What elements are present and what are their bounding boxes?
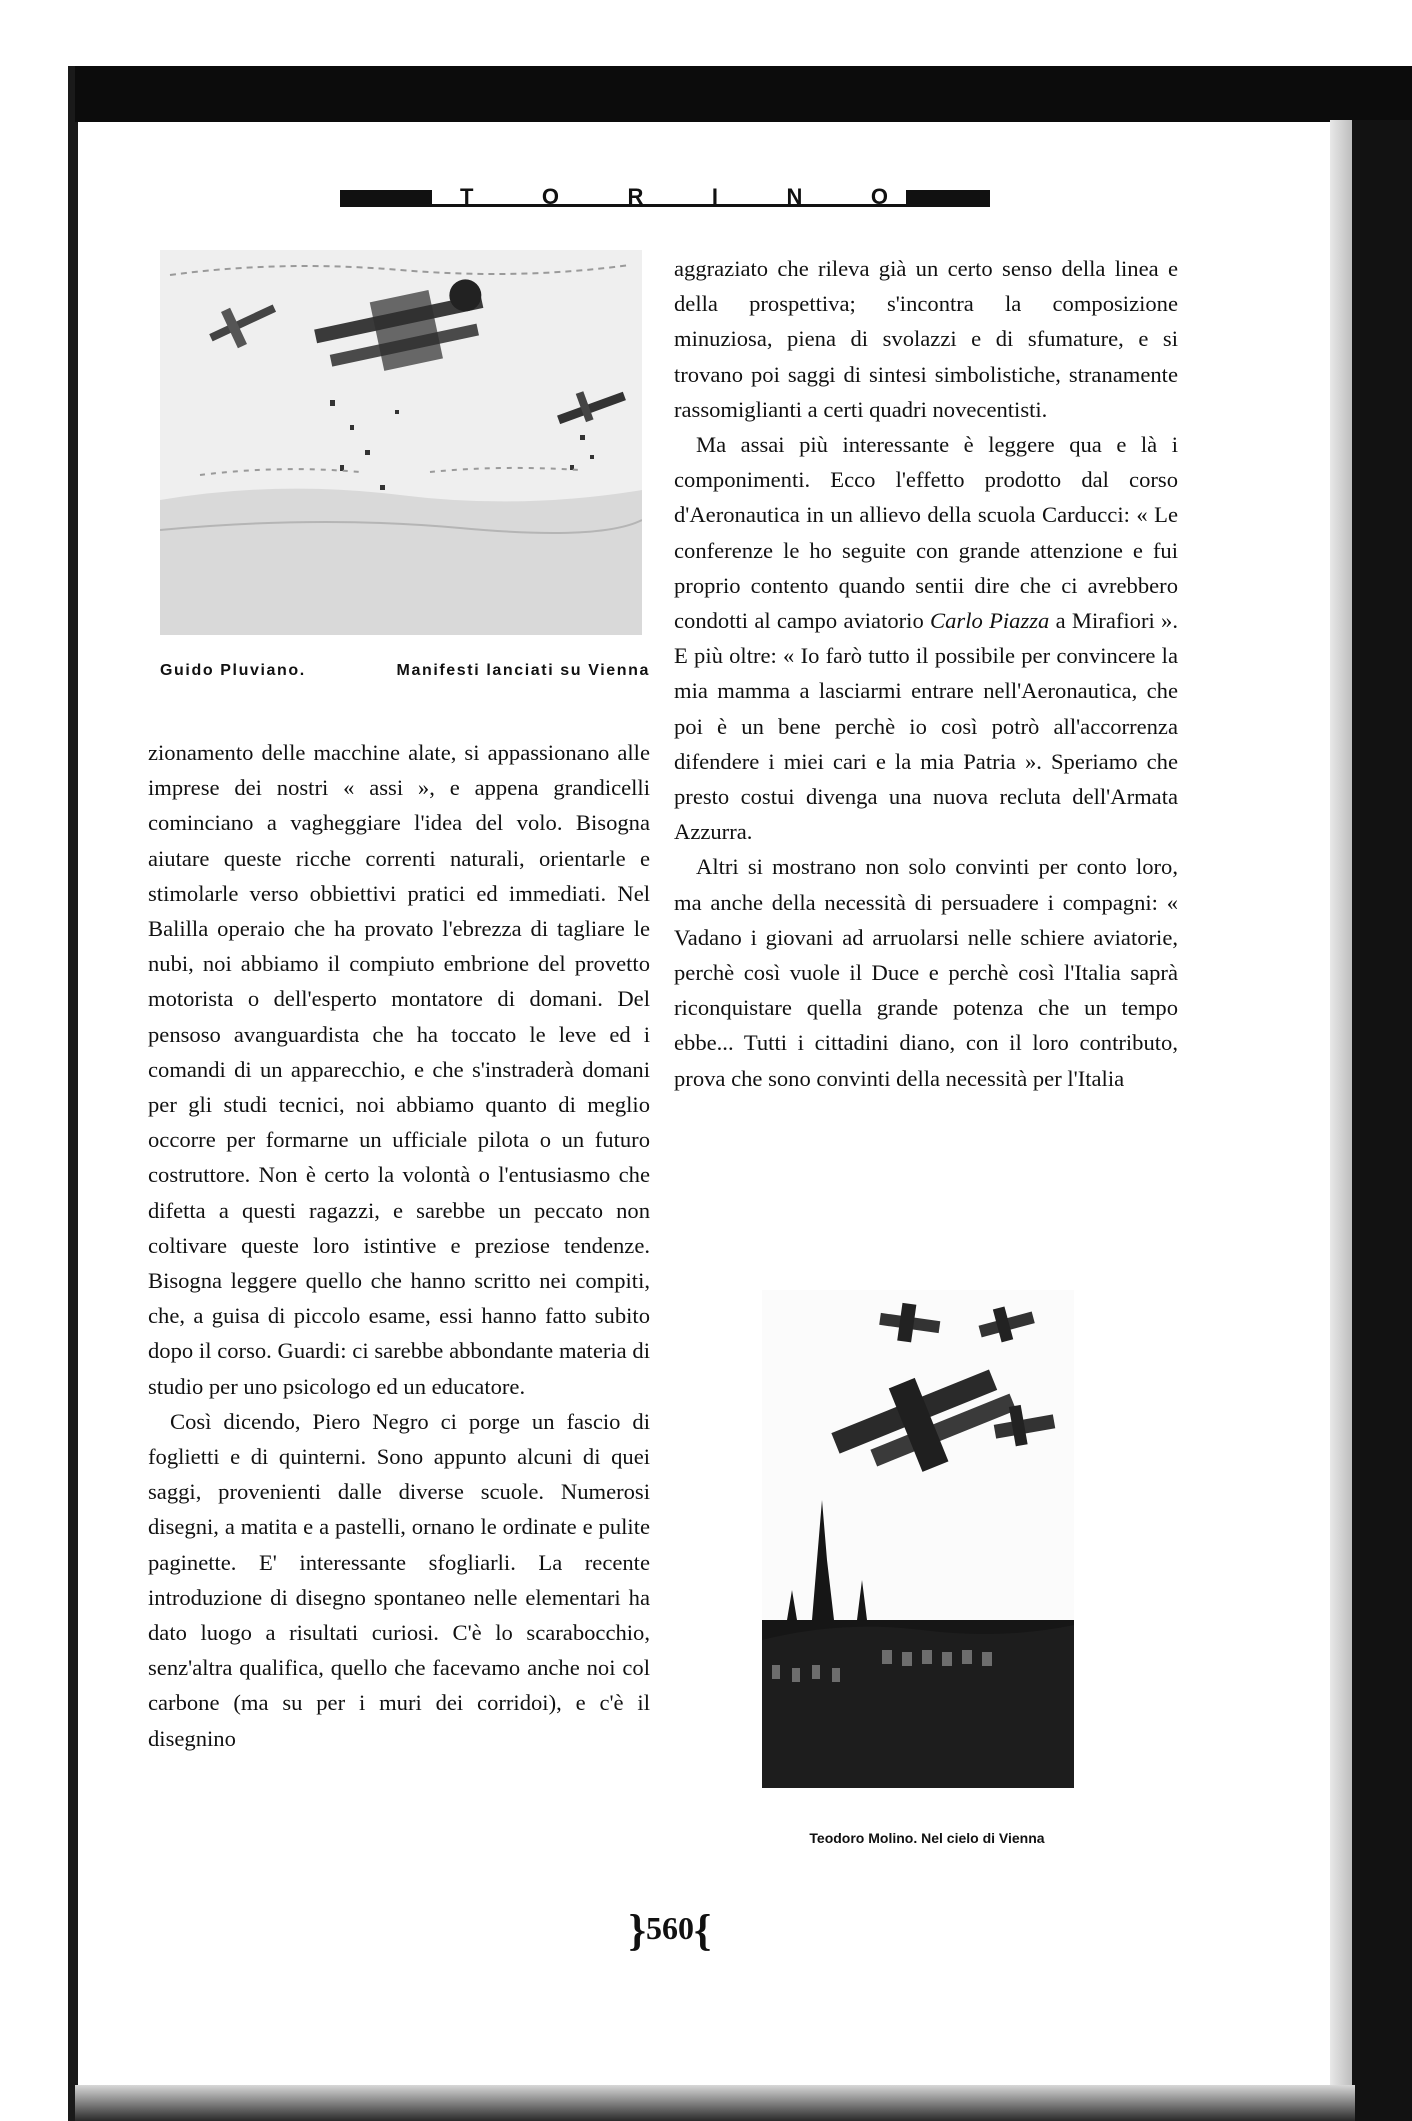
page-number bbox=[600, 1905, 740, 1956]
running-header bbox=[340, 186, 990, 208]
header-rule-right bbox=[906, 190, 990, 204]
bracket-right-icon: { bbox=[694, 1906, 712, 1955]
scan-bottom-band bbox=[75, 2085, 1355, 2121]
scan-top-band bbox=[75, 66, 1412, 122]
scan-left-edge bbox=[68, 66, 78, 2121]
header-rule-left bbox=[340, 190, 432, 204]
bracket-left-icon: } bbox=[628, 1906, 646, 1955]
figure2-caption: Teodoro Molino. Nel cielo di Vienna bbox=[809, 1830, 1045, 1846]
header-letter: R bbox=[627, 184, 646, 209]
left-column bbox=[148, 735, 650, 1756]
header-letter: I bbox=[711, 184, 720, 209]
figure1-caption-author: Guido Pluviano. bbox=[160, 662, 306, 679]
body-paragraph: Così dicendo, Piero Negro ci porge un fascio di foglietti e di quinterni. Sono appunto alcuni di quei saggi, provenienti dalle diverse scuole. Numerosi disegni, a matita e a pastelli, ornano le ordinate e pulite paginette. E' interessante sfogliarli. La recente introduzione di disegno spontaneo nelle elementari ha dato luogo a risultati curiosi. C'è lo scarabocchio, senz'altra qualifica, quello che facevamo anche noi col carbone (ma su per i muri dei corridoi), e c'è il disegnino bbox=[148, 1408, 650, 1751]
page-number-value: 560 bbox=[646, 1910, 694, 1946]
body-paragraph: aggraziato che rileva già un certo senso della linea e della prospettiva; s'incontra la composizione minuziosa, piena di svolazzi e di sfumature, e si trovano poi saggi di sintesi simbolistiche, stranamente rassomiglianti a certi quadri novecentisti. bbox=[674, 256, 1178, 422]
scan-right-edge bbox=[1330, 120, 1352, 2110]
header-letter: O bbox=[870, 184, 890, 209]
right-column bbox=[674, 251, 1178, 1096]
header-letter: N bbox=[786, 184, 805, 209]
paragraph-text: a Mirafiori ». E più oltre: « Io farò tutto il possibile per convincere la mia mamma a lasciarmi entrare nell'Aeronautica, che poi è un bene perchè io così potrò all'accorrenza difendere i miei cari e la mia Patria ». Speriamo che presto costui divenga una nuova recluta dell'Armata Azzurra. bbox=[674, 608, 1178, 845]
body-paragraph: Altri si mostrano non solo convinti per conto loro, ma anche della necessità di persuadere i compagni: « Vadano i giovani ad arruolarsi nelle schiere aviatorie, perchè così vuole il Duce e perchè così l'Italia saprà riconquistare quella grande potenza che un tempo ebbe... Tutti i cittadini diano, con il loro contributo, prova che sono convinti della necessità per l'Italia bbox=[674, 854, 1178, 1091]
figure-vienna-drawing bbox=[762, 1290, 1074, 1788]
body-paragraph bbox=[674, 427, 1178, 849]
body-paragraph: zionamento delle macchine alate, si appassionano alle imprese dei nostri « assi », e appena grandicelli cominciano a vagheggiare l'idea del volo. Bisogna aiutare queste ricche correnti naturali, orientarle e stimolarle verso obbiettivi pratici ed immediati. Nel Balilla operaio che ha provato l'ebrezza di tagliare le nubi, noi abbiamo il compiuto embrione del provetto motorista o dell'esperto montatore di domani. Del pensoso avanguardista che ha toccato le leve ed i comandi di un apparecchio, e che s'instraderà domani per gli studi tecnici, noi abbiamo quanto di meglio occorre per formarne un ufficiale pilota o un futuro costruttore. Non è certo la volontà o l'entusiasmo che difetta a questi ragazzi, e sarebbe un peccato non coltivare queste loro istintive e preziose tendenze. Bisogna leggere quello che hanno scritto nei compiti, che, a guisa di piccolo esame, essi hanno fatto subito dopo il corso. Guardi: ci sarebbe abbondante materia di studio per uno psicologo ed un educatore. bbox=[148, 740, 650, 1399]
italic-name: Carlo Piazza bbox=[930, 608, 1050, 634]
header-title bbox=[460, 184, 890, 210]
header-letter: T bbox=[460, 184, 476, 209]
figure1-caption bbox=[160, 662, 650, 680]
figure1-caption-title: Manifesti lanciati su Vienna bbox=[396, 662, 650, 679]
header-letter: O bbox=[541, 184, 562, 209]
paragraph-text: Ma assai più interessante è leggere qua e là i componimenti. Ecco l'effetto prodotto dal corso d'Aeronautica in un allievo della scuola Carducci: « Le conferenze le ho seguite con grande attenzione e fui proprio contento quando sentii dire che ci avrebbero condotti al campo aviatorio bbox=[674, 432, 1178, 634]
figure-biplanes-drawing bbox=[160, 250, 642, 635]
scan-right-band bbox=[1352, 120, 1412, 2121]
